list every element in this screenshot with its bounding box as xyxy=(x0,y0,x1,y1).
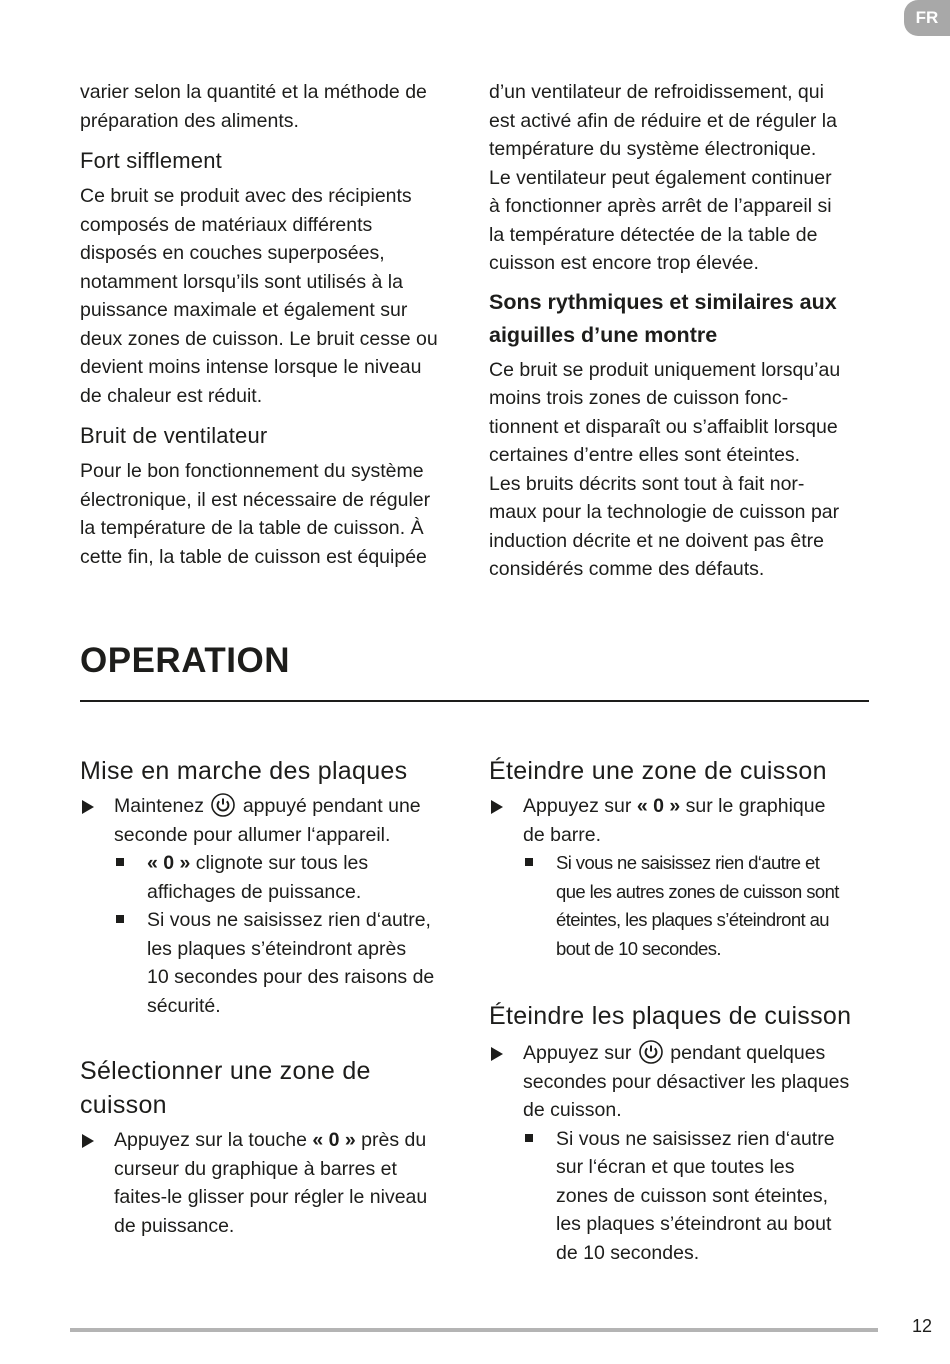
heading-eteindre-zone: Éteindre une zone de cuisson xyxy=(489,757,827,785)
top-right-column xyxy=(489,78,879,584)
heading-fort-sifflement: Fort sifflement xyxy=(80,148,222,173)
power-icon xyxy=(639,1040,663,1064)
heading-selectionner-zone: Sélectionner une zone de cuisson xyxy=(80,1057,371,1119)
triangle-right-icon xyxy=(491,1047,503,1061)
heading-bruit-ventilateur: Bruit de ventilateur xyxy=(80,423,268,448)
language-badge: FR xyxy=(904,0,950,36)
paragraph-fort-sifflement: Ce bruit se produit avec des récipients composés de matériaux différents disposés en couches superposées, notamment lorsqu’ils sont utilisés à la puissance maximale et également sur deux zones de cuisson. Le bruit cesse ou devient moins intense lorsque le niveau de chaleur est réduit. xyxy=(80,185,438,407)
bullet-eteindre-plaques: Si vous ne saisissez rien d‘autre sur l‘écran et que toutes les zones de cuisson sont éteintes, les plaques s’éteindront au bout de 10 secondes. xyxy=(522,1125,879,1268)
step-eteindre-zone: Appuyez sur « 0 » sur le graphique de barre. xyxy=(489,792,879,849)
square-bullet-icon xyxy=(116,858,124,866)
heading-eteindre-plaques: Éteindre les plaques de cuisson xyxy=(489,1002,852,1030)
heading-mise-en-marche: Mise en marche des plaques xyxy=(80,757,408,785)
step-mise-en-marche: Maintenez appuyé pendant une seconde pour allumer l‘appareil. xyxy=(80,792,465,849)
step-selectionner-zone: Appuyez sur la touche « 0 » près du curseur du graphique à barres et faites-le glisser pour régler le niveau de puissance. xyxy=(80,1126,465,1240)
intro-paragraph: varier selon la quantité et la méthode de préparation des aliments. xyxy=(80,81,427,132)
paragraph-bruit-ventilateur: Pour le bon fonctionnement du système électronique, il est nécessaire de réguler la température de la table de cuisson. À cette fin, la table de cuisson est équipée xyxy=(80,460,431,568)
bullet-extinction-securite: Si vous ne saisissez rien d‘autre, les plaques s’éteindront après 10 secondes pour des raisons de sécurité. xyxy=(113,906,465,1020)
square-bullet-icon xyxy=(116,915,124,923)
top-left-column xyxy=(80,78,465,571)
bullet-eteindre-zone: Si vous ne saisissez rien d‘autre et que les autres zones de cuisson sont éteintes, les plaques s’éteindront au bout de 10 secondes. xyxy=(522,849,879,963)
heading-sons-rythmiques: Sons rythmiques et similaires aux aiguilles d’une montre xyxy=(489,289,837,347)
triangle-right-icon xyxy=(82,1134,94,1148)
square-bullet-icon xyxy=(525,1134,533,1142)
paragraph-sons-rythmiques: Ce bruit se produit uniquement lorsqu’au moins trois zones de cuisson fonc- tionnent et disparaît ou s’affaiblit lorsque certaines d’entre elles sont éteintes. Les bruits décrits sont tout à fait nor- maux pour la technologie de cuisson par induction décrite et ne doivent pas être considérés comme des défauts. xyxy=(489,358,841,580)
triangle-right-icon xyxy=(82,800,94,814)
paragraph-ventilateur-suite: d’un ventilateur de refroidissement, qui est activé afin de réduire et de réguler la température du système électronique. Le ventilateur peut également continuer à fonctionner après arrêt de l’appareil si la température détectée de la table de cuisson est encore trop élevée. xyxy=(489,81,837,274)
power-icon xyxy=(211,793,235,817)
footer-bar xyxy=(70,1328,878,1332)
page-number: 12 xyxy=(912,1316,933,1336)
triangle-right-icon xyxy=(491,800,503,814)
operation-right-column xyxy=(489,754,879,1267)
square-bullet-icon xyxy=(525,858,533,866)
section-divider xyxy=(80,700,869,702)
section-title-operation: OPERATION xyxy=(80,641,290,680)
operation-left-column xyxy=(80,754,465,1240)
bullet-clignote: « 0 » clignote sur tous les affichages de puissance. xyxy=(113,849,465,906)
step-eteindre-plaques: Appuyez sur pendant quelques secondes pour désactiver les plaques de cuisson. xyxy=(489,1039,879,1125)
